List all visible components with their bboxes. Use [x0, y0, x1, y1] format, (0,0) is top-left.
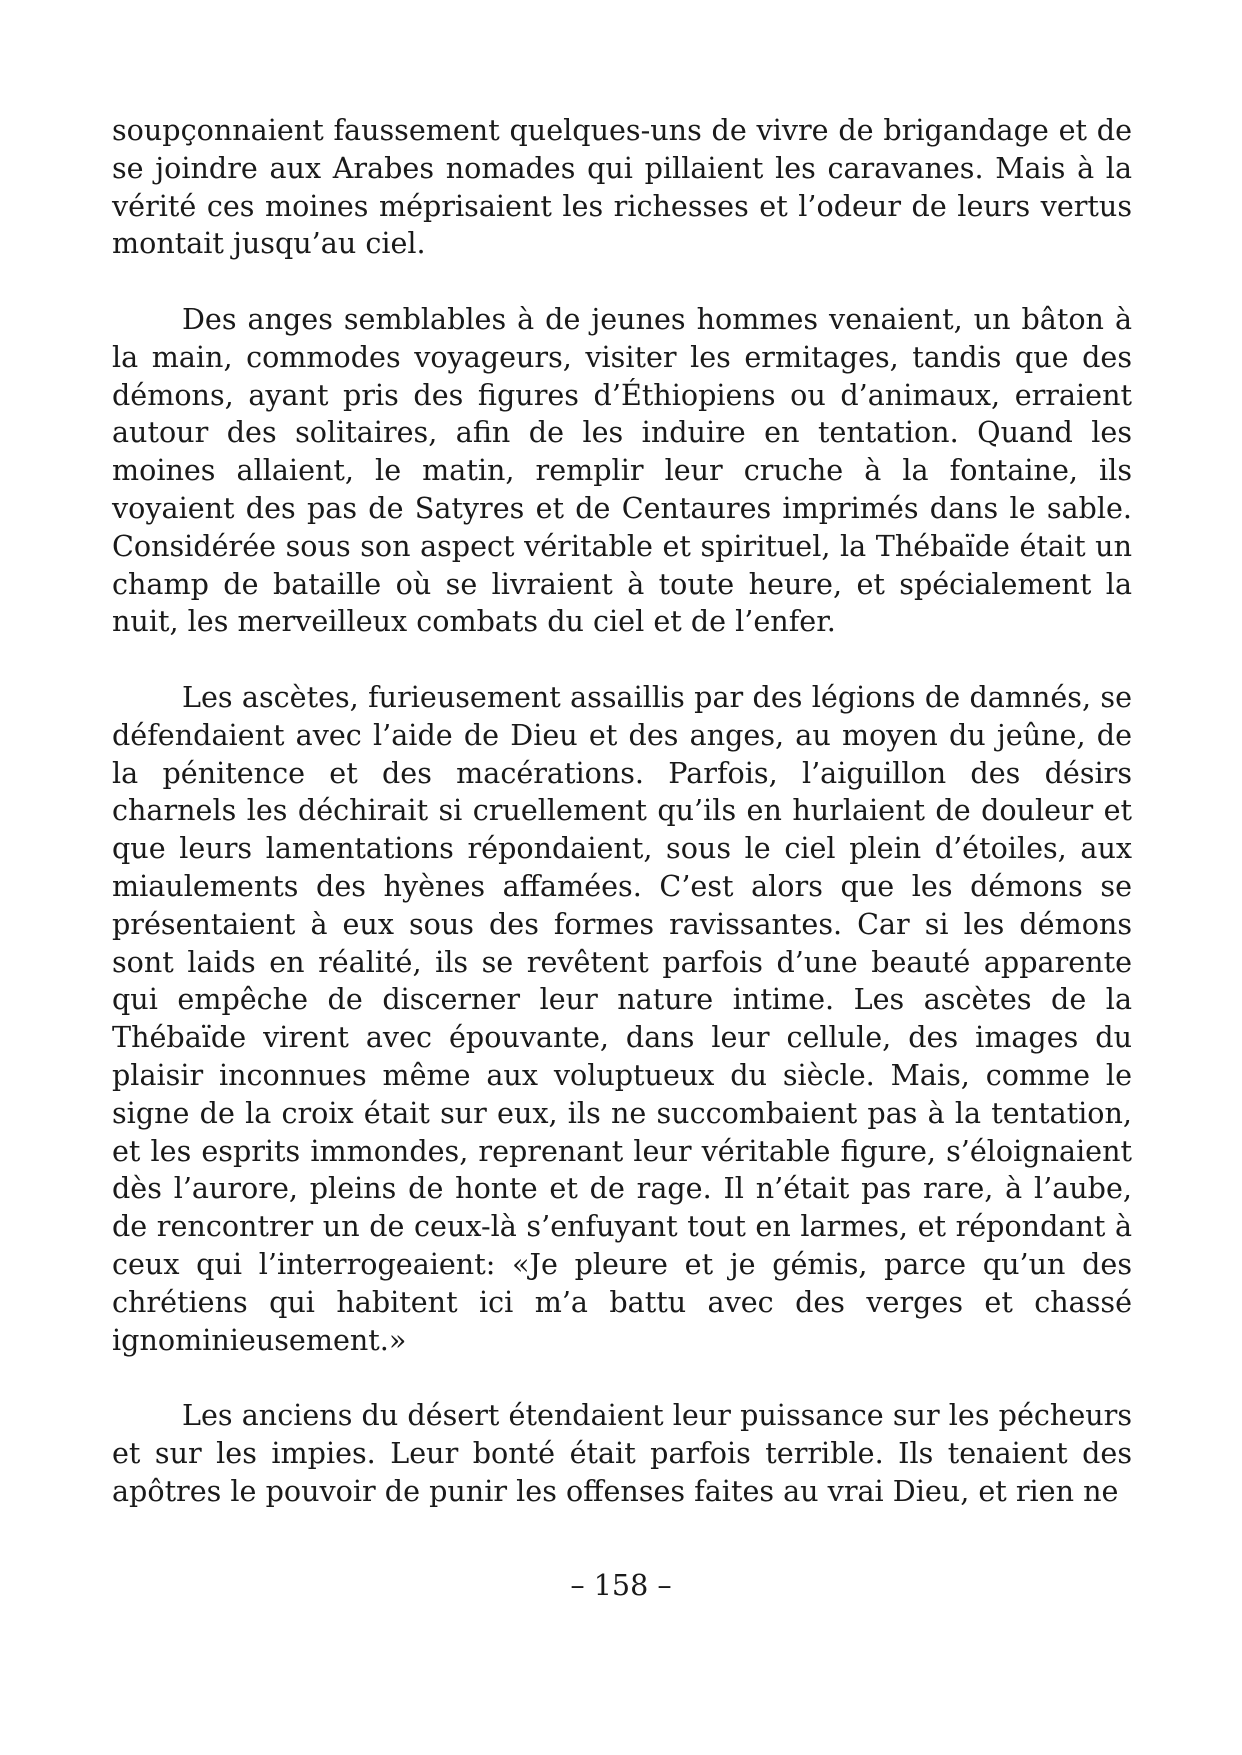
paragraph-continued: soupçonnaient faussement quelques-uns de vivre de brigandage et de se joindre aux Arabes nomades qui pillaient les caravanes. Mais à la vérité ces moines méprisaient les richesses et l’odeur de leurs vertus montait jusqu’au ciel. — [112, 113, 1132, 261]
body-text — [112, 112, 1132, 1510]
paragraph-ascetics: Les ascètes, furieusement assaillis par des légions de damnés, se défendaient avec l’aide de Dieu et des anges, au moyen du jeûne, de la pénitence et des macérations. Parfois, l’aiguillon des désirs charnels les déchirait si cruellement qu’ils en hurlaient de douleur et que leurs lamentations répondaient, sous le ciel plein d’étoiles, aux miaulements des hyènes affamées. C’est alors que les démons se présentaient à eux sous des formes ravissantes. Car si les démons sont laids en réalité, ils se revêtent parfois d’une beauté apparente qui empêche de discerner leur nature intime. Les ascètes de la Thébaïde virent avec épouvante, dans leur cellule, des images du plaisir inconnues même aux voluptueux du siècle. Mais, comme le signe de la croix était sur eux, ils ne succombaient pas à la tentation, et les esprits immondes, reprenant leur véritable figure, s’éloignaient dès l’aurore, pleins de honte et de rage. Il n’était pas rare, à l’aube, de rencontrer un de ceux-là s’enfuyant tout en larmes, et répondant à ceux qui l’interrogeaient: «Je pleure et je gémis, parce qu’un des chrétiens qui habitent ici m’a battu avec des verges et chassé ignominieusement.» — [112, 679, 1132, 1357]
paragraph-angels-demons: Des anges semblables à de jeunes hommes venaient, un bâton à la main, commodes voyageurs, visiter les ermitages, tandis que des démons, ayant pris des figures d’Éthiopiens ou d’animaux, erraient autour des solitaires, afin de les induire en tentation. Quand les moines allaient, le matin, remplir leur cruche à la fontaine, ils voyaient des pas de Satyres et de Centaures imprimés dans le sable. Considérée sous son aspect véritable et spirituel, la Thébaïde était un champ de bataille où se livraient à toute heure, et spécialement la nuit, les merveilleux combats du ciel et de l’enfer. — [112, 301, 1132, 639]
paragraph-desert-elders: Les anciens du désert étendaient leur puissance sur les pécheurs et sur les impies. Leur bonté était parfois terrible. Ils tenaient des apôtres le pouvoir de punir les offenses faites au vrai Dieu, et rien ne — [112, 1398, 1132, 1508]
page-number: – 158 – — [570, 1568, 672, 1602]
